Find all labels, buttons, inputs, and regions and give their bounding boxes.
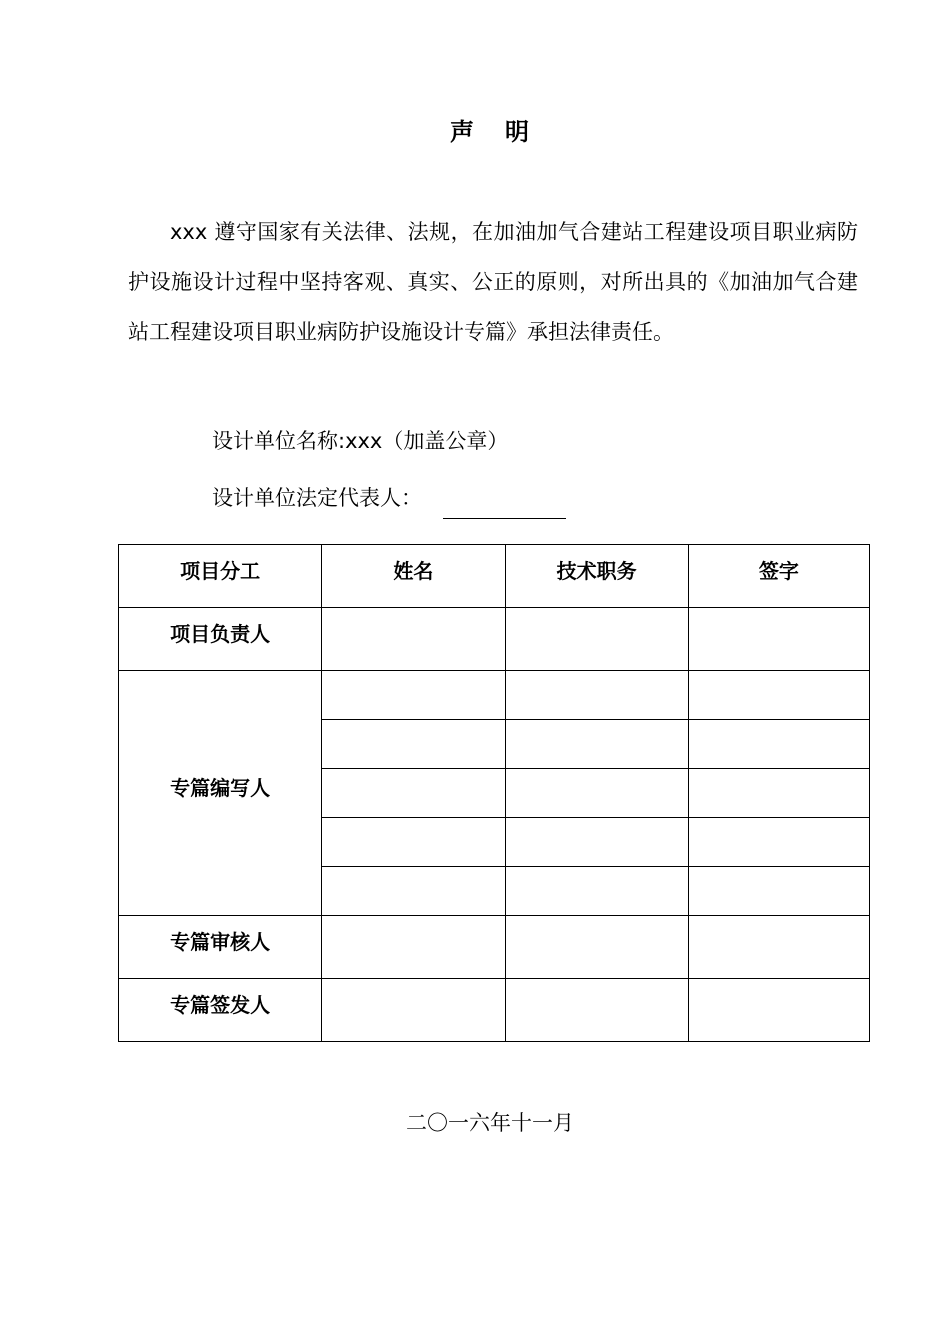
title-cell[interactable] xyxy=(505,979,688,1042)
personnel-table xyxy=(118,544,870,1042)
name-cell[interactable] xyxy=(322,979,505,1042)
statement-paragraph: xxx 遵守国家有关法律、法规，在加油加气合建站工程建设项目职业病防护设施设计过程中坚持客观、真实、公正的原则，对所出具的《加油加气合建站工程建设项目职业病防护设施设计专篇》承担法律责任。 xyxy=(128,220,858,344)
name-cell[interactable] xyxy=(322,916,505,979)
signature-cell[interactable] xyxy=(688,720,869,769)
header-title: 技术职务 xyxy=(505,545,688,608)
name-cell[interactable] xyxy=(322,608,505,671)
name-cell[interactable] xyxy=(322,818,505,867)
legal-representative-label: 设计单位法定代表人： xyxy=(212,486,422,510)
signature-cell[interactable] xyxy=(688,671,869,720)
title-cell[interactable] xyxy=(505,916,688,979)
name-cell[interactable] xyxy=(322,671,505,720)
page-title xyxy=(0,112,950,147)
title-cell[interactable] xyxy=(505,720,688,769)
title-cell[interactable] xyxy=(505,671,688,720)
title-cell[interactable] xyxy=(505,608,688,671)
role-writer: 专篇编写人 xyxy=(119,671,322,916)
table-header-row xyxy=(119,545,870,608)
role-project-leader: 项目负责人 xyxy=(119,608,322,671)
header-signature: 签字 xyxy=(688,545,869,608)
header-name: 姓名 xyxy=(322,545,505,608)
signature-cell[interactable] xyxy=(688,916,869,979)
signature-cell[interactable] xyxy=(688,818,869,867)
table-row xyxy=(119,979,870,1042)
signature-cell[interactable] xyxy=(688,608,869,671)
signature-cell[interactable] xyxy=(688,867,869,916)
title-part-1: 声 xyxy=(450,118,475,146)
table-row xyxy=(119,608,870,671)
table-row xyxy=(119,916,870,979)
signature-cell[interactable] xyxy=(688,979,869,1042)
title-cell[interactable] xyxy=(505,769,688,818)
title-part-2: 明 xyxy=(505,118,530,146)
title-cell[interactable] xyxy=(505,867,688,916)
role-reviewer: 专篇审核人 xyxy=(119,916,322,979)
header-division: 项目分工 xyxy=(119,545,322,608)
legal-representative-signature-line xyxy=(443,518,566,519)
document-date: 二〇一六年十一月 xyxy=(406,1111,574,1135)
title-cell[interactable] xyxy=(505,818,688,867)
role-issuer: 专篇签发人 xyxy=(119,979,322,1042)
name-cell[interactable] xyxy=(322,769,505,818)
signature-cell[interactable] xyxy=(688,769,869,818)
name-cell[interactable] xyxy=(322,867,505,916)
design-unit-line: 设计单位名称:xxx（加盖公章） xyxy=(212,429,509,453)
name-cell[interactable] xyxy=(322,720,505,769)
table-row xyxy=(119,671,870,720)
